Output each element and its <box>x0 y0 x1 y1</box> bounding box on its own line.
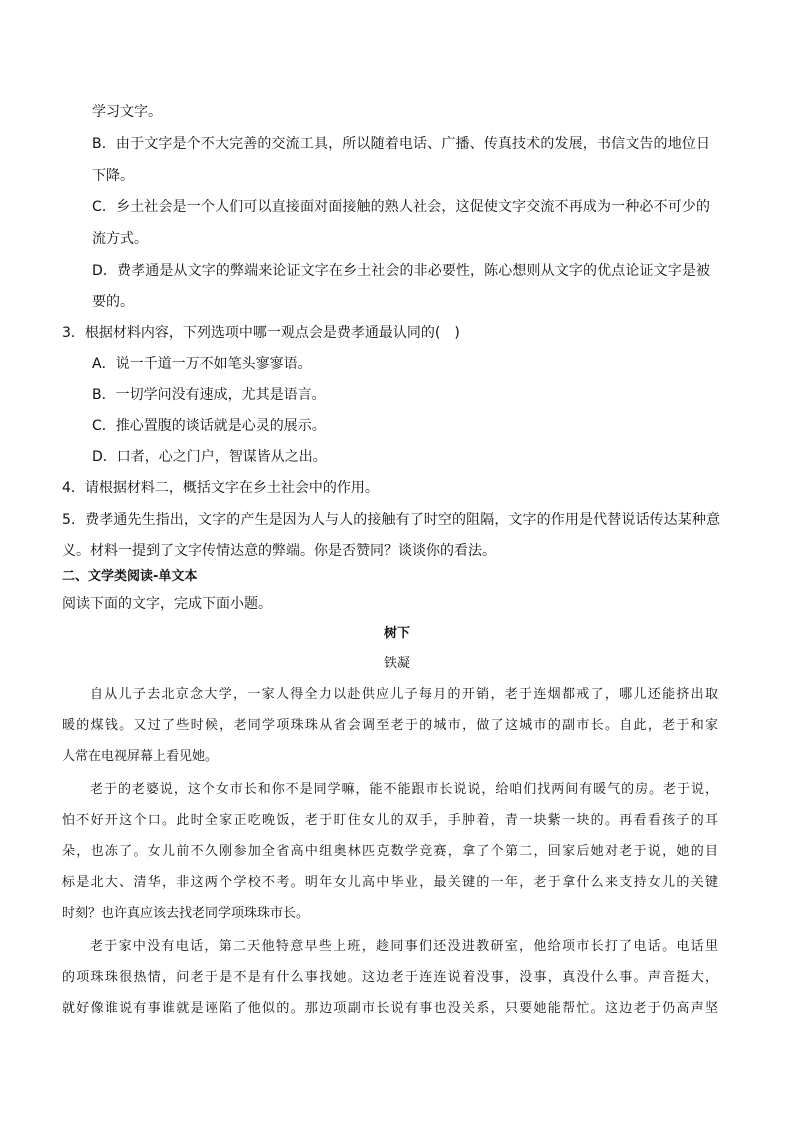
story-title: 树下 <box>383 626 410 641</box>
q3-option-b: B．一切学问没有速成，尤其是语言。 <box>92 387 326 403</box>
q4-stem: 4．请根据材料二，概括文字在乡土社会中的作用。 <box>62 480 379 496</box>
story-paragraph-2-line: 朵，也冻了。女儿前不久刚参加全省高中组奥林匹克数学竞赛，拿了个第二，回家后她对老于说，她的目 <box>62 844 718 859</box>
q3-option-c: C．推心置腹的谈话就是心灵的展示。 <box>92 418 326 434</box>
q3-option-a: A．说一千道一万不如笔头寥寥语。 <box>92 356 312 372</box>
story-paragraph-2-line: 时刻？也许真应该去找老同学项珠珠市长。 <box>62 906 310 921</box>
q2-option-b-line2: 下降。 <box>92 168 134 184</box>
story-paragraph-2-line: 老于的老婆说，这个女市长和你不是同学嘛，能不能跟市长说说，给咱们找两间有暖气的房。老于说， <box>90 782 718 797</box>
story-paragraph-3-line: 的项珠珠很热情，问老于是不是有什么事找她。这边老于连连说着没事，没事，真没什么事。声音挺大， <box>62 970 718 985</box>
q5-line1: 5．费孝通先生指出，文字的产生是因为人与人的接触有了时空的阻隔，文字的作用是代替说话传达某种意 <box>62 512 720 528</box>
q3-stem: 3．根据材料内容，下列选项中哪一观点会是费孝通最认同的( ) <box>62 325 460 341</box>
story-paragraph-2-line: 标是北大、清华，非这两个学校不考。明年女儿高中毕业，最关键的一年，老于拿什么来支持女儿的关键 <box>62 875 718 890</box>
section-heading: 二、文学类阅读-单文本 <box>62 569 198 584</box>
story-paragraph-1-line: 自从儿子去北京念大学，一家人得全力以赴供应儿子每月的开销，老于连烟都戒了，哪儿还能挤出取 <box>90 687 718 702</box>
q2-option-d-line1: D．费孝通是从文字的弊端来论证文字在乡土社会的非必要性，陈心想则从文字的优点论证文字是被 <box>92 263 710 279</box>
story-paragraph-3-line: 老于家中没有电话，第二天他特意早些上班，趁同事们还没进教研室，他给项市长打了电话。电话里 <box>90 939 718 954</box>
story-paragraph-1-line: 暖的煤钱。又过了些时候，老同学项珠珠从省会调至老于的城市，做了这城市的副市长。自此，老于和家 <box>62 718 718 733</box>
q2-option-b-line1: B．由于文字是个不大完善的交流工具，所以随着电话、广播、传真技术的发展，书信文告的地位日 <box>92 136 710 152</box>
section-instruction: 阅读下面的文字，完成下面小题。 <box>62 596 272 612</box>
story-paragraph-3-line: 就好像谁说有事谁就是诬陷了他似的。那边项副市长说有事也没关系，只要她能帮忙。这边老于仍高声坚 <box>62 1001 718 1016</box>
story-paragraph-1-line: 人常在电视屏幕上看见她。 <box>62 749 219 764</box>
q2-option-c-line1: C．乡土社会是一个人们可以直接面对面接触的熟人社会，这促使文字交流不再成为一种必不可少的 <box>92 199 710 215</box>
q5-line2: 义。材料一提到了文字传情达意的弊端。你是否赞同？谈谈你的看法。 <box>62 543 496 559</box>
q2-option-d-line2: 要的。 <box>92 294 134 310</box>
story-author: 铁凝 <box>383 656 410 671</box>
q2-option-c-line2: 流方式。 <box>92 231 148 247</box>
q2-option-a-continuation: 学习文字。 <box>92 104 162 120</box>
story-paragraph-2-line: 怕不好开这个口。此时全家正吃晚饭，老于盯住女儿的双手，手肿着，青一块紫一块的。再看看孩子的耳 <box>62 813 718 828</box>
q3-option-d: D．口者，心之门户，智谋皆从之出。 <box>92 449 327 465</box>
